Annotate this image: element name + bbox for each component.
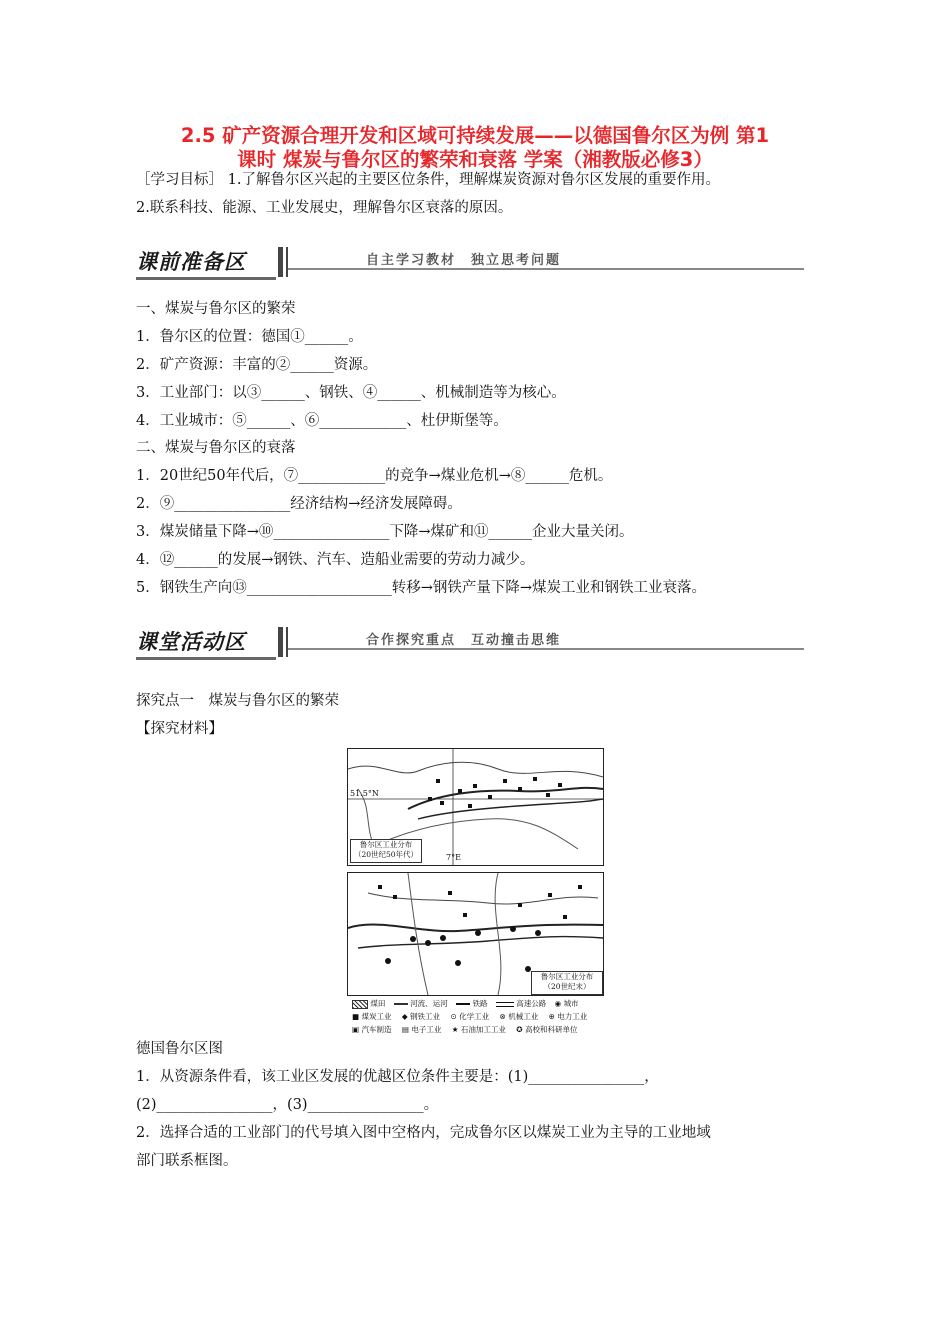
legend-label: 高校和科研单位: [524, 1025, 578, 1034]
map-caption-line: （20世纪50年代）: [353, 850, 419, 859]
legend-label: 电力工业: [557, 1012, 588, 1021]
section-underline: [136, 277, 276, 280]
map-legend: [352, 997, 612, 1036]
ruhr-map-1950s: [347, 748, 604, 866]
legend-label: 煤炭工业: [361, 1012, 392, 1021]
longitude-label: 7°E: [446, 853, 461, 862]
legend-label: 电子工业: [411, 1025, 442, 1034]
question-1-line-1: 1．从资源条件看，该工业区发展的优越区位条件主要是：(1)________________，: [136, 1069, 659, 1085]
road-path: [368, 893, 598, 904]
figure-caption: 德国鲁尔区图: [136, 1041, 223, 1057]
prep-item: 1．20世纪50年代后，⑦____________的竞争→煤业危机→⑧______危机。: [136, 468, 613, 484]
coal-industry-icon: ■: [352, 1012, 360, 1021]
legend-label: 煤田: [370, 999, 386, 1008]
prep-item: 1．鲁尔区的位置：德国①______。: [136, 329, 363, 345]
section-banner-class: [136, 627, 804, 661]
canal-path: [348, 925, 603, 932]
map-caption-box: [531, 971, 603, 995]
explore-point-heading: 探究点一 煤炭与鲁尔区的繁荣: [136, 693, 339, 709]
prep-heading-2: 二、煤炭与鲁尔区的衰落: [136, 440, 296, 456]
question-1-line-2: (2)________________，(3)________________。: [136, 1097, 439, 1113]
prep-item: 4．⑫______的发展→钢铁、汽车、造船业需要的劳动力减少。: [136, 552, 535, 568]
map-caption-line: 鲁尔区工业分布: [540, 972, 594, 981]
prep-item: 3．工业部门：以③______、钢铁、④______、机械制造等为核心。: [136, 385, 566, 401]
section-label-prep: 课前准备区: [136, 250, 246, 274]
research-institute-icon: ✪: [516, 1025, 523, 1034]
section-underline: [136, 657, 276, 660]
legend-label: 化学工业: [459, 1012, 490, 1021]
section-label-class: 课堂活动区: [136, 630, 246, 654]
electronics-industry-icon: ▤: [401, 1025, 409, 1034]
legend-label: 汽车制造: [361, 1025, 392, 1034]
legend-label: 石油加工工业: [460, 1025, 506, 1034]
prep-item: 2．⑨________________经济结构→经济发展障碍。: [136, 496, 462, 512]
section-subtitle-class: 合作探究重点 互动撞击思维: [366, 633, 562, 648]
prep-item: 3．煤炭储量下降→⑩________________下降→煤矿和⑪______企业大量关闭。: [136, 524, 634, 540]
section-rule: [288, 648, 804, 650]
car-manufacturing-icon: ▣: [352, 1025, 360, 1034]
prep-item: 4．工业城市：⑤______、⑥____________、杜伊斯堡等。: [136, 413, 508, 429]
prep-item: 5．钢铁生产向⑬____________________转移→钢铁产量下降→煤炭工业和钢铁工业衰落。: [136, 580, 707, 596]
river-path: [495, 873, 501, 995]
objectives-line-2: 2.联系科技、能源、工业发展史，理解鲁尔区衰落的原因。: [136, 200, 513, 216]
highway-swatch: [496, 1002, 514, 1007]
latitude-label: 51.5°N: [350, 789, 379, 798]
objectives-line-1: ［学习目标］ 1.了解鲁尔区兴起的主要区位条件，理解煤炭资源对鲁尔区发展的重要作用。: [136, 172, 720, 188]
question-2-line-2: 部门联系框图。: [136, 1153, 238, 1169]
legend-row: [352, 1010, 612, 1023]
prep-item: 2．矿产资源：丰富的②______资源。: [136, 357, 378, 373]
legend-label: 城市: [563, 999, 579, 1008]
section-rule: [288, 268, 804, 270]
section-divider: [286, 627, 288, 657]
legend-label: 铁路: [472, 999, 488, 1008]
section-banner-prep: [136, 247, 804, 281]
page-title-line-1: 2.5 矿产资源合理开发和区域可持续发展——以德国鲁尔区为例 第1: [180, 124, 770, 147]
railway-swatch: [456, 1003, 470, 1005]
map-caption-box: [350, 839, 422, 863]
city-icon: ◉: [554, 999, 562, 1008]
section-divider: [278, 247, 283, 277]
section-subtitle-prep: 自主学习教材 独立思考问题: [366, 253, 562, 268]
ruhr-map-late-20th: [347, 872, 604, 996]
railway-path: [418, 799, 603, 819]
legend-label: 钢铁工业: [410, 1012, 441, 1021]
legend-label: 河流、运河: [410, 999, 448, 1008]
question-2-line-1: 2．选择合适的工业部门的代号填入图中空格内，完成鲁尔区以煤炭工业为主导的工业地域: [136, 1125, 711, 1141]
map-caption-line: 鲁尔区工业分布: [359, 840, 413, 849]
railway-path: [358, 937, 603, 948]
oil-refining-icon: ★: [451, 1025, 459, 1034]
map-caption-line: （20世纪末）: [543, 982, 591, 991]
explore-material-label: 【探究材料】: [136, 721, 223, 737]
legend-row: [352, 997, 612, 1010]
section-divider: [286, 247, 288, 277]
coal-industry-markers: [428, 777, 562, 808]
legend-label: 高速公路: [516, 999, 547, 1008]
coalfield-swatch: [352, 1000, 368, 1009]
legend-label: 机械工业: [508, 1012, 539, 1021]
steel-industry-icon: ◆: [401, 1012, 408, 1021]
river-path: [408, 873, 428, 995]
page-title-line-2: 课时 煤炭与鲁尔区的繁荣和衰落 学案（湘教版必修3）: [237, 148, 713, 171]
machinery-industry-icon: ⊗: [499, 1012, 506, 1021]
river-path: [348, 762, 603, 777]
chemical-industry-icon: ⊙: [450, 1012, 457, 1021]
legend-row: [352, 1023, 612, 1036]
river-swatch: [394, 1003, 408, 1005]
canal-path: [408, 788, 603, 809]
section-divider: [278, 627, 283, 657]
prep-heading-1: 一、煤炭与鲁尔区的繁荣: [136, 301, 296, 317]
power-industry-icon: ⊕: [548, 1012, 555, 1021]
